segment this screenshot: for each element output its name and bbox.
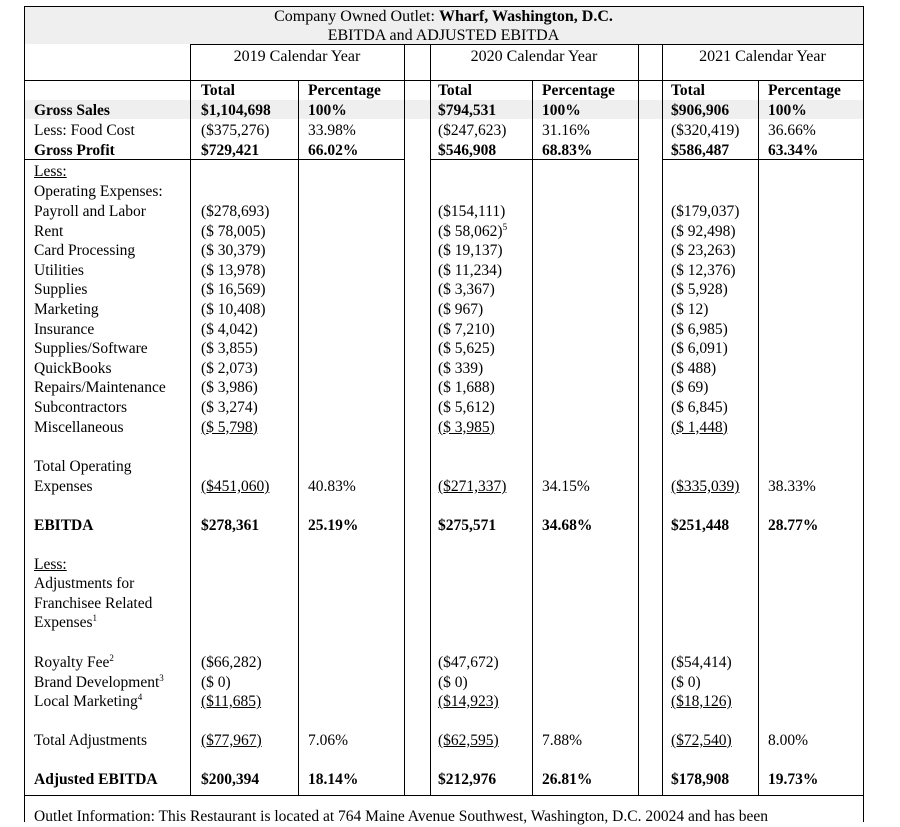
opex-value-2021 bbox=[671, 222, 736, 242]
opex-label bbox=[34, 398, 127, 418]
opex-label-text: Repairs/Maintenance bbox=[34, 379, 166, 397]
adjust-header-line4-text: Expenses bbox=[34, 614, 93, 631]
ebitda-2021: $251,448 bbox=[671, 517, 730, 534]
opex-value-2021-text: ($ 12,376) bbox=[671, 261, 736, 279]
opex-label-text: Miscellaneous bbox=[34, 418, 124, 436]
total-adj-label: Total Adjustments bbox=[34, 732, 148, 749]
adj-ebitda-pct-2021: 19.73% bbox=[768, 771, 819, 788]
adjustment-value-2019-text: ($66,282) bbox=[201, 654, 262, 671]
opex-value-2019 bbox=[201, 320, 258, 340]
adjustment-value-2020-text: ($14,923) bbox=[438, 693, 499, 711]
opex-value-2019-text: ($ 4,042) bbox=[201, 320, 258, 338]
opex-label bbox=[34, 300, 99, 320]
adjustment-value-2019 bbox=[201, 692, 261, 712]
outlet-information: Outlet Information: This Restaurant is located at 764 Maine Avenue Southwest, Washington, D.C. 20024 and has been bbox=[34, 808, 769, 825]
opex-label bbox=[34, 359, 112, 379]
opex-label: Operating Expenses: bbox=[34, 183, 163, 200]
opex-value-2020 bbox=[438, 280, 495, 300]
opex-value-2020 bbox=[438, 300, 483, 320]
adjustment-label bbox=[34, 653, 114, 673]
gross-sales-pct-2019: 100% bbox=[308, 102, 347, 119]
col-total-2020: Total bbox=[438, 82, 472, 99]
adj-ebitda-pct-2020: 26.81% bbox=[542, 771, 593, 788]
ebitda-pct-2020: 34.68% bbox=[542, 517, 593, 534]
page-subtitle: EBITDA and ADJUSTED EBITDA bbox=[327, 27, 560, 44]
opex-label bbox=[34, 202, 146, 222]
opex-value-2021 bbox=[671, 378, 708, 398]
opex-value-2019 bbox=[201, 339, 258, 359]
adjustment-label bbox=[34, 673, 164, 693]
adjust-less-label: Less: bbox=[34, 556, 67, 573]
adjustment-value-2020-text: ($ 0) bbox=[438, 673, 468, 691]
adjustment-value-2019 bbox=[201, 673, 231, 693]
gross-profit-2021: $586,487 bbox=[671, 142, 730, 159]
opex-value-2020-text: ($154,111) bbox=[438, 203, 506, 220]
opex-value-2021-text: ($ 6,091) bbox=[671, 340, 728, 358]
year-header-2020: 2020 Calendar Year bbox=[470, 48, 598, 65]
opex-label bbox=[34, 241, 135, 261]
adj-ebitda-2021: $178,908 bbox=[671, 771, 730, 788]
gross-sales-pct-2021: 100% bbox=[768, 102, 807, 119]
col-pct-2019: Percentage bbox=[308, 82, 381, 99]
total-opex-pct-2019: 40.83% bbox=[308, 478, 356, 495]
adjustment-value-2021 bbox=[671, 692, 732, 712]
total-opex-pct-2020: 34.15% bbox=[542, 478, 590, 495]
footnote-ref: 4 bbox=[137, 692, 143, 703]
food-cost-2021: ($320,419) bbox=[671, 122, 740, 139]
gross-sales-2019: $1,104,698 bbox=[201, 102, 271, 119]
adjustment-label bbox=[34, 692, 142, 712]
opex-value-2019 bbox=[201, 241, 266, 261]
opex-value-2021 bbox=[671, 398, 728, 418]
opex-value-2019-text: ($ 13,978) bbox=[201, 261, 266, 279]
adjustment-label-text: Royalty Fee bbox=[34, 654, 110, 671]
opex-value-2019 bbox=[201, 378, 258, 398]
total-adj-pct-2021: 8.00% bbox=[768, 732, 809, 749]
opex-value-2021 bbox=[671, 241, 736, 261]
opex-value-2021 bbox=[671, 300, 708, 320]
adjustment-label-text: Brand Development bbox=[34, 673, 160, 691]
opex-label-text: Supplies/Software bbox=[34, 340, 148, 358]
opex-value-2021 bbox=[671, 339, 728, 359]
gross-profit-pct-2021: 63.34% bbox=[768, 142, 819, 159]
food-cost-label: Less: Food Cost bbox=[34, 122, 135, 139]
less-label: Less: bbox=[34, 163, 67, 180]
opex-value-2019 bbox=[201, 418, 258, 438]
opex-value-2019 bbox=[201, 359, 258, 379]
opex-value-2019-text: ($ 3,986) bbox=[201, 379, 258, 397]
opex-label-text: Subcontractors bbox=[34, 399, 127, 416]
opex-value-2019-text: ($ 3,274) bbox=[201, 399, 258, 416]
total-opex-2021: ($335,039) bbox=[671, 478, 740, 495]
opex-value-2020 bbox=[438, 202, 505, 222]
adjustment-value-2021 bbox=[671, 673, 701, 693]
opex-value-2021 bbox=[671, 320, 728, 340]
opex-value-2021-text: ($ 6,985) bbox=[671, 320, 728, 338]
opex-value-2020 bbox=[438, 320, 495, 340]
opex-value-2019-text: ($ 78,005) bbox=[201, 222, 266, 240]
opex-label-text: Insurance bbox=[34, 320, 95, 338]
opex-value-2020 bbox=[438, 378, 495, 398]
opex-value-2019-text: ($ 30,379) bbox=[201, 242, 266, 260]
footnote-ref: 1 bbox=[92, 613, 98, 623]
opex-value-2021 bbox=[671, 359, 716, 379]
adjustment-value-2019-text: ($11,685) bbox=[201, 693, 262, 711]
food-cost-pct-2019: 33.98% bbox=[308, 122, 356, 139]
opex-value-2021-text: ($ 5,928) bbox=[671, 281, 728, 299]
opex-value-2020-text: ($ 5,612) bbox=[438, 399, 495, 416]
gross-sales-label: Gross Sales bbox=[34, 102, 110, 119]
gross-profit-2019: $729,421 bbox=[201, 142, 260, 159]
food-cost-pct-2021: 36.66% bbox=[768, 122, 816, 139]
opex-value-2019 bbox=[201, 300, 266, 320]
opex-value-2020-text: ($ 3,985) bbox=[438, 418, 495, 436]
adjustment-value-2020-text: ($47,672) bbox=[438, 654, 499, 671]
opex-value-2020 bbox=[438, 359, 483, 379]
footnote-ref: 5 bbox=[502, 221, 508, 232]
opex-label-text: Marketing bbox=[34, 301, 99, 318]
opex-value-2020 bbox=[438, 339, 495, 359]
opex-value-2020-text: ($ 339) bbox=[438, 359, 484, 377]
col-total-2019: Total bbox=[201, 82, 235, 99]
adjustment-value-2019 bbox=[201, 653, 262, 673]
opex-label bbox=[34, 418, 124, 438]
total-opex-2020: ($271,337) bbox=[438, 478, 507, 495]
adjustment-value-2021 bbox=[671, 653, 732, 673]
total-opex-label-line1: Total Operating bbox=[34, 458, 132, 475]
opex-value-2019 bbox=[201, 202, 269, 222]
opex-value-2020-text: ($ 5,625) bbox=[438, 340, 495, 358]
ebitda-pct-2021: 28.77% bbox=[768, 517, 819, 534]
total-adj-2021: ($72,540) bbox=[671, 732, 732, 749]
adjustment-label-text: Local Marketing bbox=[34, 693, 138, 711]
opex-value-2020 bbox=[438, 261, 502, 281]
opex-label-text: Supplies bbox=[34, 281, 88, 299]
opex-value-2021-text: ($ 6,845) bbox=[671, 399, 728, 416]
opex-value-2021 bbox=[671, 418, 728, 438]
opex-value-2021-text: ($ 23,263) bbox=[671, 242, 736, 260]
col-pct-2020: Percentage bbox=[542, 82, 615, 99]
opex-label bbox=[34, 320, 94, 340]
opex-label bbox=[34, 280, 87, 300]
opex-label bbox=[34, 339, 148, 359]
opex-value-2020-text: ($ 11,234) bbox=[438, 261, 502, 279]
opex-value-2021-text: ($ 1,448) bbox=[671, 418, 728, 436]
opex-value-2019 bbox=[201, 398, 258, 418]
opex-value-2019-text: ($ 2,073) bbox=[201, 359, 258, 377]
opex-value-2021-text: ($ 92,498) bbox=[671, 222, 736, 240]
gross-profit-label: Gross Profit bbox=[34, 142, 115, 159]
opex-value-2019-text: ($ 10,408) bbox=[201, 301, 266, 318]
gross-profit-pct-2019: 66.02% bbox=[308, 142, 359, 159]
total-adj-pct-2020: 7.88% bbox=[542, 732, 583, 749]
opex-value-2019 bbox=[201, 280, 266, 300]
adjust-header-line3: Franchisee Related bbox=[34, 595, 153, 612]
adj-ebitda-2019: $200,394 bbox=[201, 771, 260, 788]
adjustment-value-2020 bbox=[438, 692, 499, 712]
total-opex-pct-2021: 38.33% bbox=[768, 478, 816, 495]
adjustment-value-2019-text: ($ 0) bbox=[201, 673, 231, 691]
opex-label-text: Rent bbox=[34, 222, 64, 240]
opex-label-text: Payroll and Labor bbox=[34, 203, 146, 220]
opex-value-2021-text: ($179,037) bbox=[671, 203, 740, 220]
opex-label bbox=[34, 378, 166, 398]
opex-value-2019 bbox=[201, 222, 266, 242]
opex-value-2019 bbox=[201, 261, 266, 281]
opex-label bbox=[34, 222, 63, 242]
opex-value-2020-text: ($ 58,062) bbox=[438, 222, 503, 240]
opex-value-2021 bbox=[671, 261, 736, 281]
page-title bbox=[24, 7, 863, 27]
total-adj-2019: ($77,967) bbox=[201, 732, 262, 749]
opex-value-2019-text: ($278,693) bbox=[201, 203, 270, 220]
adjust-header-line4 bbox=[34, 613, 97, 633]
gross-profit-pct-2020: 68.83% bbox=[542, 142, 593, 159]
food-cost-2020: ($247,623) bbox=[438, 122, 507, 139]
food-cost-2019: ($375,276) bbox=[201, 122, 270, 139]
adjust-header-line2: Adjustments for bbox=[34, 575, 135, 592]
adjustment-value-2021-text: ($ 0) bbox=[671, 673, 701, 691]
opex-label-text: Utilities bbox=[34, 261, 84, 279]
adjustment-value-2020 bbox=[438, 673, 468, 693]
opex-value-2021-text: ($ 488) bbox=[671, 359, 717, 377]
ebitda-pct-2019: 25.19% bbox=[308, 517, 359, 534]
adj-ebitda-label: Adjusted EBITDA bbox=[34, 771, 158, 788]
adj-ebitda-pct-2019: 18.14% bbox=[308, 771, 359, 788]
opex-value-2020 bbox=[438, 418, 495, 438]
ebitda-label: EBITDA bbox=[34, 517, 94, 534]
gross-sales-2021: $906,906 bbox=[671, 102, 730, 119]
opex-value-2021 bbox=[671, 202, 739, 222]
col-pct-2021: Percentage bbox=[768, 82, 841, 99]
opex-value-2020-text: ($ 7,210) bbox=[438, 320, 495, 338]
adjustment-value-2021-text: ($18,126) bbox=[671, 693, 732, 711]
opex-label-text: QuickBooks bbox=[34, 359, 112, 377]
opex-label-text: Card Processing bbox=[34, 242, 136, 260]
adj-ebitda-2020: $212,976 bbox=[438, 771, 497, 788]
ebitda-2020: $275,571 bbox=[438, 517, 497, 534]
year-header-2019: 2019 Calendar Year bbox=[233, 48, 361, 65]
gross-sales-pct-2020: 100% bbox=[542, 102, 581, 119]
footnote-ref: 3 bbox=[159, 672, 164, 683]
total-adj-pct-2019: 7.06% bbox=[308, 732, 349, 749]
opex-value-2020-text: ($ 3,367) bbox=[438, 281, 495, 299]
opex-value-2020-text: ($ 19,137) bbox=[438, 242, 503, 260]
opex-value-2020 bbox=[438, 241, 503, 261]
title-prefix: Company Owned Outlet: bbox=[274, 8, 439, 25]
food-cost-pct-2020: 31.16% bbox=[542, 122, 590, 139]
year-header-2021: 2021 Calendar Year bbox=[699, 48, 826, 65]
opex-value-2020 bbox=[438, 398, 495, 418]
opex-value-2019-text: ($ 5,798) bbox=[201, 418, 258, 436]
total-opex-2019: ($451,060) bbox=[201, 478, 270, 495]
opex-value-2021-text: ($ 12) bbox=[671, 301, 709, 318]
opex-value-2019-text: ($ 3,855) bbox=[201, 340, 258, 358]
gross-sales-2020: $794,531 bbox=[438, 102, 497, 119]
opex-value-2019-text: ($ 16,569) bbox=[201, 281, 266, 299]
opex-value-2020 bbox=[438, 222, 507, 242]
opex-label bbox=[34, 261, 84, 281]
footnote-ref: 2 bbox=[109, 653, 114, 663]
adjustment-value-2021-text: ($54,414) bbox=[671, 654, 732, 671]
opex-value-2021 bbox=[671, 280, 728, 300]
title-location: Wharf, Washington, D.C. bbox=[438, 8, 613, 25]
col-total-2021: Total bbox=[671, 82, 705, 99]
total-adj-2020: ($62,595) bbox=[438, 732, 499, 749]
opex-value-2021-text: ($ 69) bbox=[671, 379, 709, 397]
adjustment-value-2020 bbox=[438, 653, 499, 673]
opex-value-2020-text: ($ 967) bbox=[438, 301, 484, 318]
opex-value-2020-text: ($ 1,688) bbox=[438, 379, 495, 397]
ebitda-2019: $278,361 bbox=[201, 517, 260, 534]
total-opex-label-line2: Expenses bbox=[34, 478, 93, 495]
gross-profit-2020: $546,908 bbox=[438, 142, 497, 159]
